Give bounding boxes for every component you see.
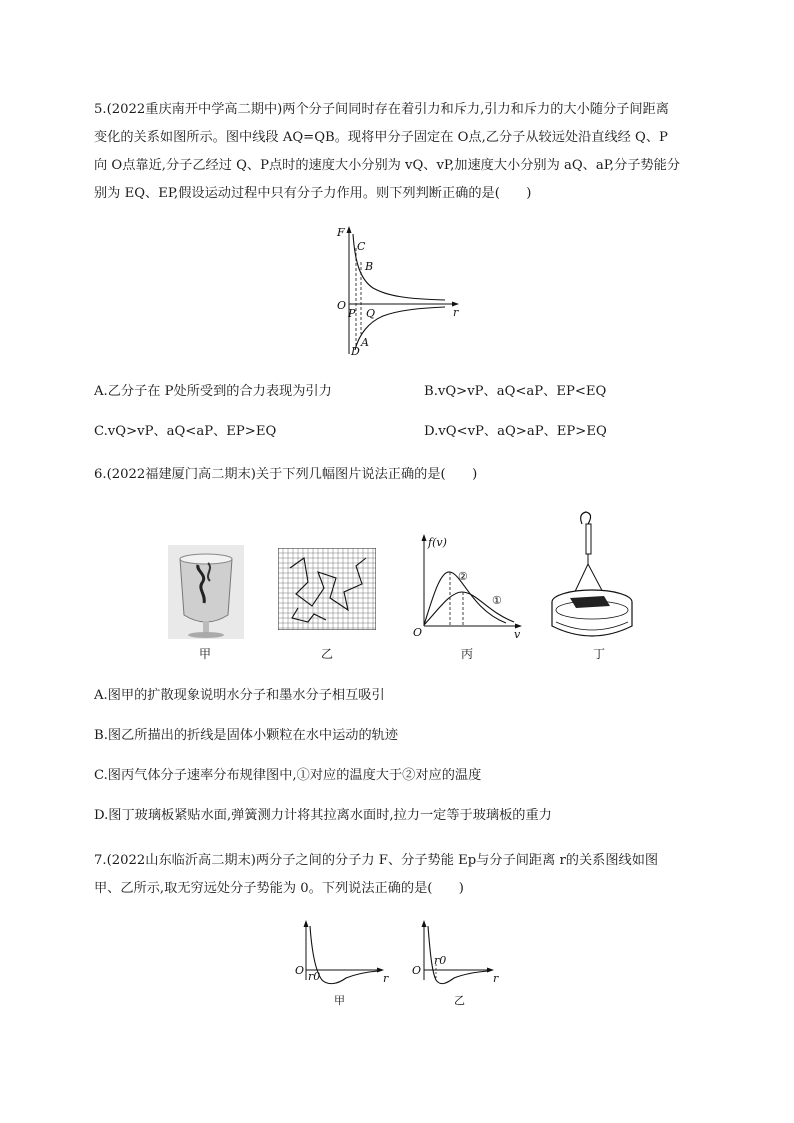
q7-caption-jia: 甲 xyxy=(334,994,345,1007)
q5-option-c: C.vQ>vP、aQ<aP、EP>EQ xyxy=(94,424,277,439)
q5-label-f: F xyxy=(337,226,345,239)
q7-label-r0-yi: r0 xyxy=(434,954,447,967)
q6-graph-curve2-label: ② xyxy=(458,570,468,583)
q6-option-a: A.图甲的扩散现象说明水分子和墨水分子相互吸引 xyxy=(94,688,385,703)
q5-option-d: D.vQ<vP、aQ>aP、EP>EQ xyxy=(424,424,607,439)
q6-caption-jia: 甲 xyxy=(198,647,211,661)
q5-option-a: A.乙分子在 P处所受到的合力表现为引力 xyxy=(94,384,332,399)
q6-figure-yi-brownian-grid xyxy=(278,548,376,630)
q5-label-b: B xyxy=(365,260,374,273)
q6-caption-bing: 丙 xyxy=(460,647,473,661)
q7-label-r-jia: r xyxy=(383,972,389,985)
q7-label-o-jia: O xyxy=(295,964,305,977)
q7-label-r-yi: r xyxy=(493,972,499,985)
q6-graph-origin: O xyxy=(413,626,423,639)
q5-label-r: r xyxy=(453,306,459,319)
q6-figure-ding-glass-plate xyxy=(548,510,644,644)
q7-label-o-yi: O xyxy=(412,964,422,977)
q6-caption-yi: 乙 xyxy=(320,647,333,661)
q6-graph-ylabel: f(v) xyxy=(428,536,447,549)
q6-caption-ding: 丁 xyxy=(592,647,605,661)
q6-option-b: B.图乙所描出的折线是固体小颗粒在水中运动的轨迹 xyxy=(94,728,399,743)
q5-stem-line-2: 变化的关系如图所示。图中线段 AQ=QB。现将甲分子固定在 O点,乙分子从较远处沿直线经 Q、P xyxy=(94,130,668,145)
q7-graphs xyxy=(290,918,510,1010)
q5-label-a: A xyxy=(361,336,369,349)
q5-label-o: O xyxy=(337,299,347,312)
q7-stem-line-1: 7.(2022山东临沂高二期末)两分子之间的分子力 F、分子势能 Ep与分子间距离 r的关系图线如图 xyxy=(94,853,659,868)
q5-label-q: Q xyxy=(366,307,376,320)
q5-label-d: D xyxy=(351,345,360,358)
q7-caption-yi: 乙 xyxy=(454,994,465,1007)
q6-stem: 6.(2022福建厦门高二期末)关于下列几幅图片说法正确的是( ) xyxy=(94,467,478,482)
q5-label-c: C xyxy=(357,240,366,253)
q6-figure-jia-glass xyxy=(168,545,244,639)
q7-label-r0-jia: r0 xyxy=(308,970,321,983)
q6-option-c: C.图丙气体分子速率分布规律图中,①对应的温度大于②对应的温度 xyxy=(94,768,482,783)
q5-stem-line-1: 5.(2022重庆南开中学高二期中)两个分子间同时存在着引力和斥力,引力和斥力的大小随分子间距离 xyxy=(94,102,669,117)
q5-f-arrow xyxy=(347,226,352,233)
q6-graph-curve1-label: ① xyxy=(492,594,502,607)
q6-graph-xlabel: v xyxy=(514,628,521,641)
q6-option-d: D.图丁玻璃板紧贴水面,弹簧测力计将其拉离水面时,拉力一定等于玻璃板的重力 xyxy=(94,808,552,823)
q5-label-p: P xyxy=(348,307,356,320)
q7-stem-line-2: 甲、乙所示,取无穷远处分子势能为 0。下列说法正确的是( ) xyxy=(94,881,464,896)
q5-option-b: B.vQ>vP、aQ<aP、EP<EQ xyxy=(424,384,607,399)
q6-figure-bing-speed-distribution xyxy=(410,530,525,642)
q5-stem-line-3: 向 O点靠近,分子乙经过 Q、P点时的速度大小分别为 vQ、vP,加速度大小分别为 aQ、aP,分子势能分 xyxy=(94,158,681,173)
q5-stem-line-4: 别为 EQ、EP,假设运动过程中只有分子力作用。则下列判断正确的是( ) xyxy=(94,186,532,201)
q5-force-graph xyxy=(325,222,470,362)
